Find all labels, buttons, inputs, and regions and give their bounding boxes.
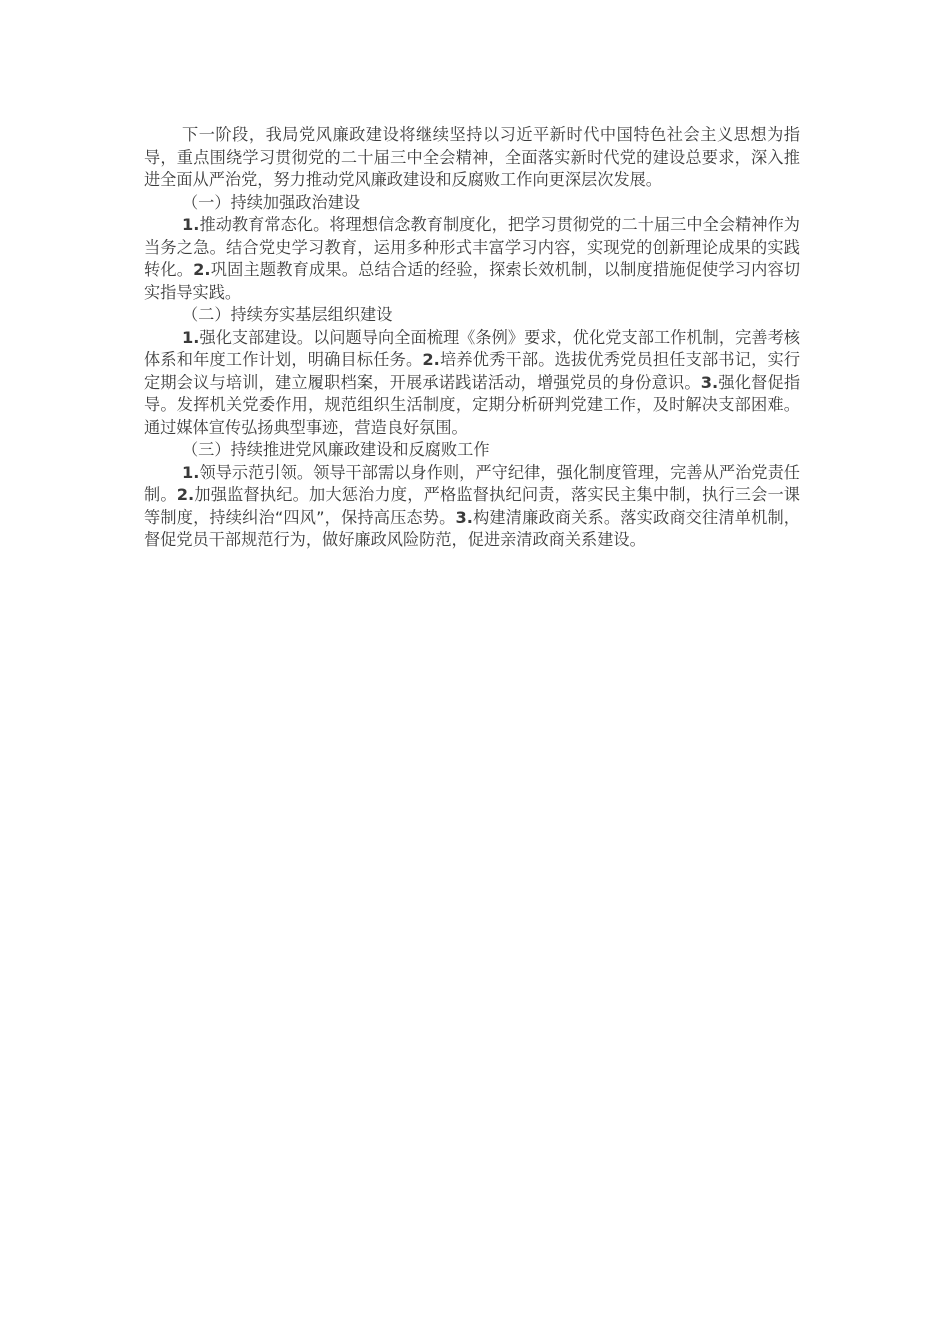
item-text: 推动教育常态化。将理想信念教育制度化，把学习贯彻党的二十届三中全会精神作为当务之急。结合党史学习教育，运用多种形式丰富学习内容，实现党的创新理论成果的实践转化。	[144, 215, 800, 279]
item-text: 加强监督执纪。加大惩治力度，严格监督执纪问责，落实民主集中制，执行三会一课等制度，持续纠治“四风”，保持高压态势。	[144, 485, 800, 527]
section-heading-1: （一）持续加强政治建设	[182, 192, 361, 212]
item-number: 1.	[182, 462, 200, 482]
item-number: 2.	[422, 350, 440, 369]
document-page	[144, 124, 800, 552]
item-number: 3.	[700, 372, 719, 392]
item-number: 2.	[193, 260, 211, 279]
section-3-paragraph	[144, 462, 800, 552]
item-number: 1.	[182, 215, 200, 234]
intro-paragraph: 下一阶段，我局党风廉政建设将继续坚持以习近平新时代中国特色社会主义思想为指导，重点围绕学习贯彻党的二十届三中全会精神，全面落实新时代党的建设总要求，深入推进全面从严治党，努力推动党风廉政建设和反腐败工作向更深层次发展。	[144, 125, 800, 189]
item-text: 强化支部建设。以问题导向全面梳理《条例》要求，优化党支部工作机制，完善考核体系和年度工作计划，明确目标任务。	[144, 327, 800, 369]
item-text: 强化督促指导。发挥机关党委作用，规范组织生活制度，定期分析研判党建工作，及时解决支部困难。通过媒体宣传弘扬典型事迹，营造良好氛围。	[144, 372, 801, 437]
section-2-paragraph	[144, 327, 800, 440]
item-number: 1.	[182, 327, 200, 347]
item-number: 2.	[176, 485, 195, 504]
item-number: 3.	[455, 507, 473, 527]
section-heading-3: （三）持续推进党风廉政建设和反腐败工作	[182, 440, 490, 459]
section-heading-2: （二）持续夯实基层组织建设	[182, 305, 393, 324]
section-1-paragraph	[144, 214, 800, 304]
item-text: 构建清廉政商关系。落实政商交往清单机制，督促党员干部规范行为，做好廉政风险防范，促进亲清政商关系建设。	[144, 507, 800, 549]
item-text: 巩固主题教育成果。总结合适的经验，探索长效机制，以制度措施促使学习内容切实指导实践。	[144, 260, 801, 302]
item-text: 领导示范引领。领导干部需以身作则，严守纪律，强化制度管理，完善从严治党责任制。	[144, 462, 800, 504]
item-text: 培养优秀干部。选拔优秀党员担任支部书记，实行定期会议与培训，建立履职档案，开展承诺践诺活动，增强党员的身份意识。	[144, 350, 801, 392]
